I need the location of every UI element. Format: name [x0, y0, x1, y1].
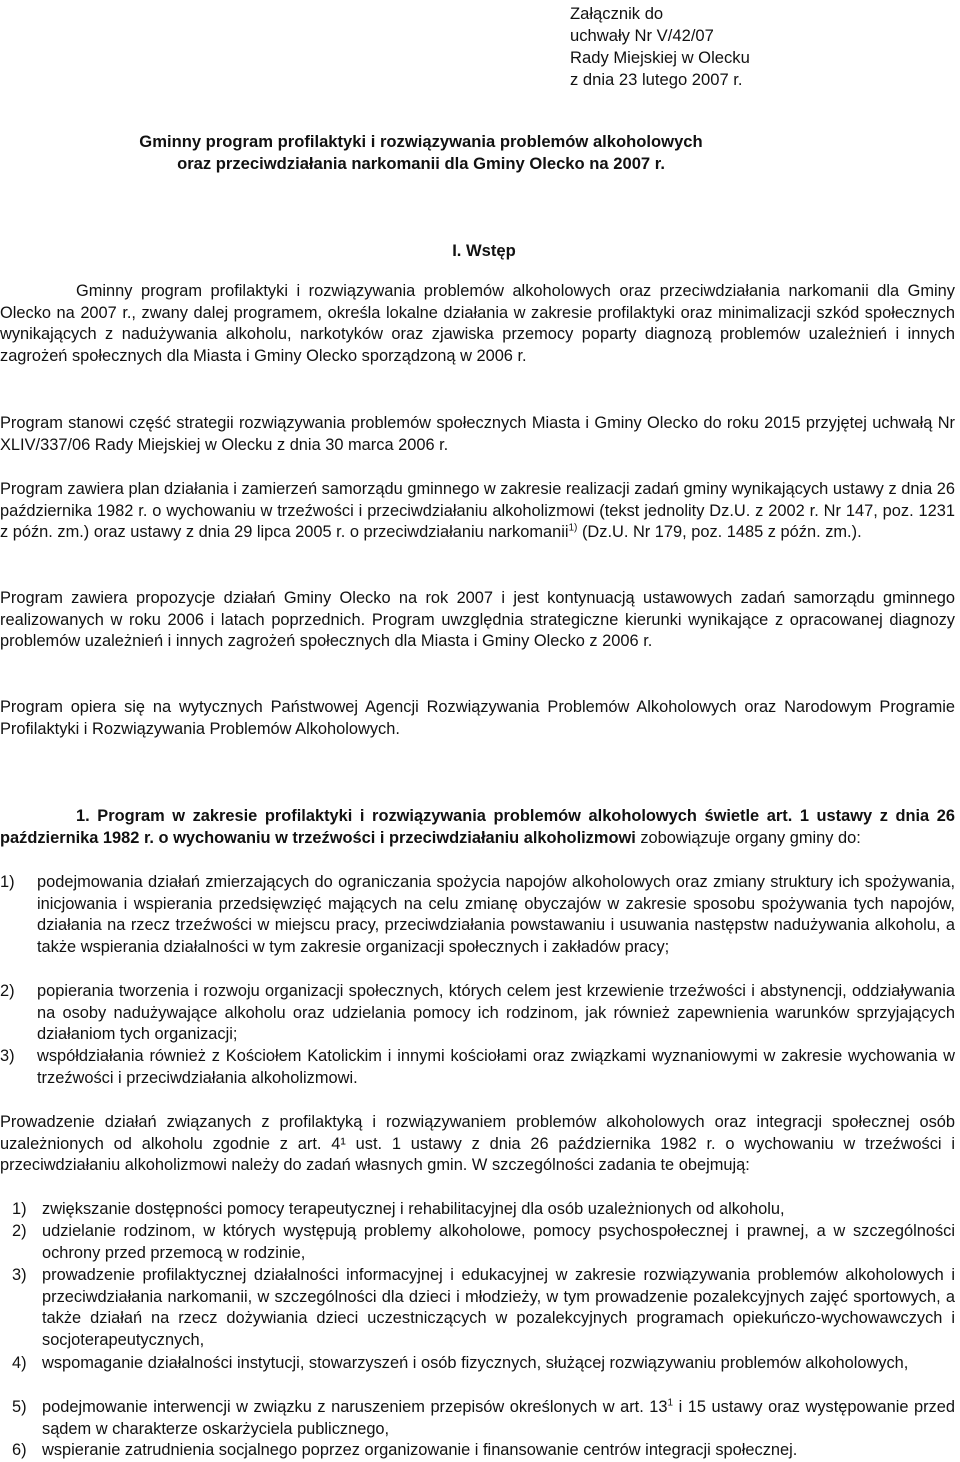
list-text: udzielanie rodzinom, w których występują problemy alkoholowe, pomocy psychospołecznej i prawnej, a w szczególności ochrony przed przemocą w rodzinie, — [42, 1222, 955, 1262]
list-number: 6) — [12, 1441, 27, 1459]
title-line: oraz przeciwdziałania narkomanii dla Gminy Olecko na 2007 r. — [177, 154, 665, 173]
paragraph-text: Program zawiera plan działania i zamierzeń samorządu gminnego w zakresie realizacji zadań gminy wynikających ustawy z dnia 26 października 1982 r. o wychowaniu w trzeźwości i przeciwdziałaniu alkoholizmowi (tekst jednolity Dz.U. z 2002 r. Nr 147, poz. 1231 z późn. zm.) oraz ustawy z dnia 29 lipca 2005 r. o przeciwdziałaniu narkomanii — [0, 480, 955, 542]
header-line: Załącznik do — [570, 4, 664, 23]
section-intro-text: zobowiązuje organy gminy do: — [635, 828, 861, 847]
list-number: 4) — [12, 1354, 27, 1372]
list-number: 2) — [12, 1222, 27, 1240]
list-text: podejmowania działań zmierzających do ograniczania spożycia napojów alkoholowych oraz zmiany struktury ich spożywania, inicjowania i wspierania przedsięwzięć mających na celu zmianę obyczajów w zakresie sposobu spożywania tych napojów, działania na rzecz trzeźwości w miejscu pracy, przeciwdziałania powstawaniu i usuwania następstw nadużywania alkoholu, a także wspierania działalności w tym zakresie organizacji społecznych i zakładów pracy; — [37, 873, 955, 956]
paragraph: Prowadzenie działań związanych z profilaktyką i rozwiązywaniem problemów alkoholowych oraz integracji społecznej osób uzależnionych od alkoholu zgodnie z art. 4¹ ust. 1 ustawy z dnia 26 października 1982 r. o wychowaniu w trzeźwości i przeciwdziałaniu alkoholizmowi należy do zadań własnych gmin. W szczególności zadania te obejmują: — [0, 1113, 955, 1175]
header-line: Rady Miejskiej w Olecku — [570, 48, 750, 67]
list-text: prowadzenie profilaktycznej działalności informacyjnej i edukacyjnej w zakresie rozwiązywania problemów alkoholowych i przeciwdziałania narkomanii, w szczególności dla dzieci i młodzieży, w tym prowadzenie pozalekcyjnych zajęć sportowych, a także działań na rzecz dożywiania dzieci uczestniczących w pozalekcyjnych programach opiekuńczo-wychowawczych i socjoterapeutycznych, — [42, 1266, 955, 1349]
list-number: 2) — [0, 982, 15, 1000]
section-heading-text: I. Wstęp — [452, 241, 516, 260]
paragraph — [0, 479, 955, 544]
paragraph: Program zawiera propozycje działań Gminy Olecko na rok 2007 i jest kontynuacją ustawowych zadań samorządu gminnego realizowanych w roku 2006 i latach poprzednich. Program uwzględnia strategiczne kierunki wynikające z opracowanej diagnozy problemów uzależnień i innych zagrożeń społecznych dla Miasta i Gminy Olecko z 2006 r. — [0, 589, 955, 651]
list-text: wspomaganie działalności instytucji, stowarzyszeń i osób fizycznych, służącej rozwiązywaniu problemów alkoholowych, — [42, 1354, 909, 1372]
list-text-part: podejmowanie interwencji w związku z naruszeniem przepisów określonych w art. 13 — [42, 1398, 668, 1416]
list-text: współdziałania również z Kościołem Katolickim i innymi kościołami oraz związkami wyznaniowymi w zakresie wychowania w trzeźwości i przeciwdziałania alkoholizmowi. — [37, 1047, 955, 1087]
list-text: zwiększanie dostępności pomocy terapeutycznej i rehabilitacyjnej dla osób uzależnionych od alkoholu, — [42, 1200, 785, 1218]
list-text: wspieranie zatrudnienia socjalnego poprzez organizowanie i finansowanie centrów integracji społecznej. — [42, 1441, 798, 1459]
attachment-header — [570, 3, 950, 91]
paragraph: Gminny program profilaktyki i rozwiązywania problemów alkoholowych oraz przeciwdziałania narkomanii dla Gminy Olecko na 2007 r., zwany dalej programem, określa lokalne działania w zakresie profilaktyki oraz minimalizacji szkód społecznych wynikających z nadużywania alkoholu, narkotyków oraz zjawiska przemocy poparty diagnozą problemów uzależnień i innych zagrożeń społecznych dla Miasta i Gminy Olecko sporządzoną w 2006 r. — [0, 282, 955, 365]
section-heading — [0, 240, 960, 262]
paragraph: Program stanowi część strategii rozwiązywania problemów społecznych Miasta i Gminy Olecko do roku 2015 przyjętej uchwałą Nr XLIV/337/06 Rady Miejskiej w Olecku z dnia 30 marca 2006 r. — [0, 414, 955, 454]
document-title — [0, 131, 960, 175]
list-number: 1) — [12, 1200, 27, 1218]
list-number: 3) — [12, 1266, 27, 1284]
header-line: z dnia 23 lutego 2007 r. — [570, 70, 743, 89]
title-line: Gminny program profilaktyki i rozwiązywania problemów alkoholowych — [139, 132, 703, 151]
list-text: popierania tworzenia i rozwoju organizacji społecznych, których celem jest krzewienie trzeźwości i abstynencji, oddziaływania na osoby nadużywające alkoholu oraz udzielania pomocy ich rodzinom, jak również zapewnienia warunków sprzyjających działaniom tych organizacji; — [37, 982, 955, 1044]
footnote-ref: 1) — [568, 522, 578, 534]
paragraph: Program opiera się na wytycznych Państwowej Agencji Rozwiązywania Problemów Alkoholowych oraz Narodowym Programie Profilaktyki i Rozwiązywania Problemów Alkoholowych. — [0, 698, 955, 738]
list-number: 3) — [0, 1047, 15, 1065]
superscript: 1 — [667, 1397, 674, 1409]
list-text-part: i 15 ustawy oraz występowanie przed sądem w charakterze oskarżyciela publicznego, — [42, 1398, 955, 1438]
section-intro-bold: 1. Program w zakresie profilaktyki i rozwiązywania problemów alkoholowych świetle art. 1 ustawy z dnia 26 października 1982 r. o wychowaniu w trzeźwości i przeciwdziałaniu alkoholizmowi — [0, 807, 955, 847]
list-number: 5) — [12, 1398, 27, 1416]
paragraph-text: (Dz.U. Nr 179, poz. 1485 z późn. zm.). — [577, 523, 862, 542]
header-line: uchwały Nr V/42/07 — [570, 26, 714, 45]
section-intro — [0, 806, 955, 849]
list-text — [42, 1397, 955, 1440]
list-number: 1) — [0, 873, 15, 891]
